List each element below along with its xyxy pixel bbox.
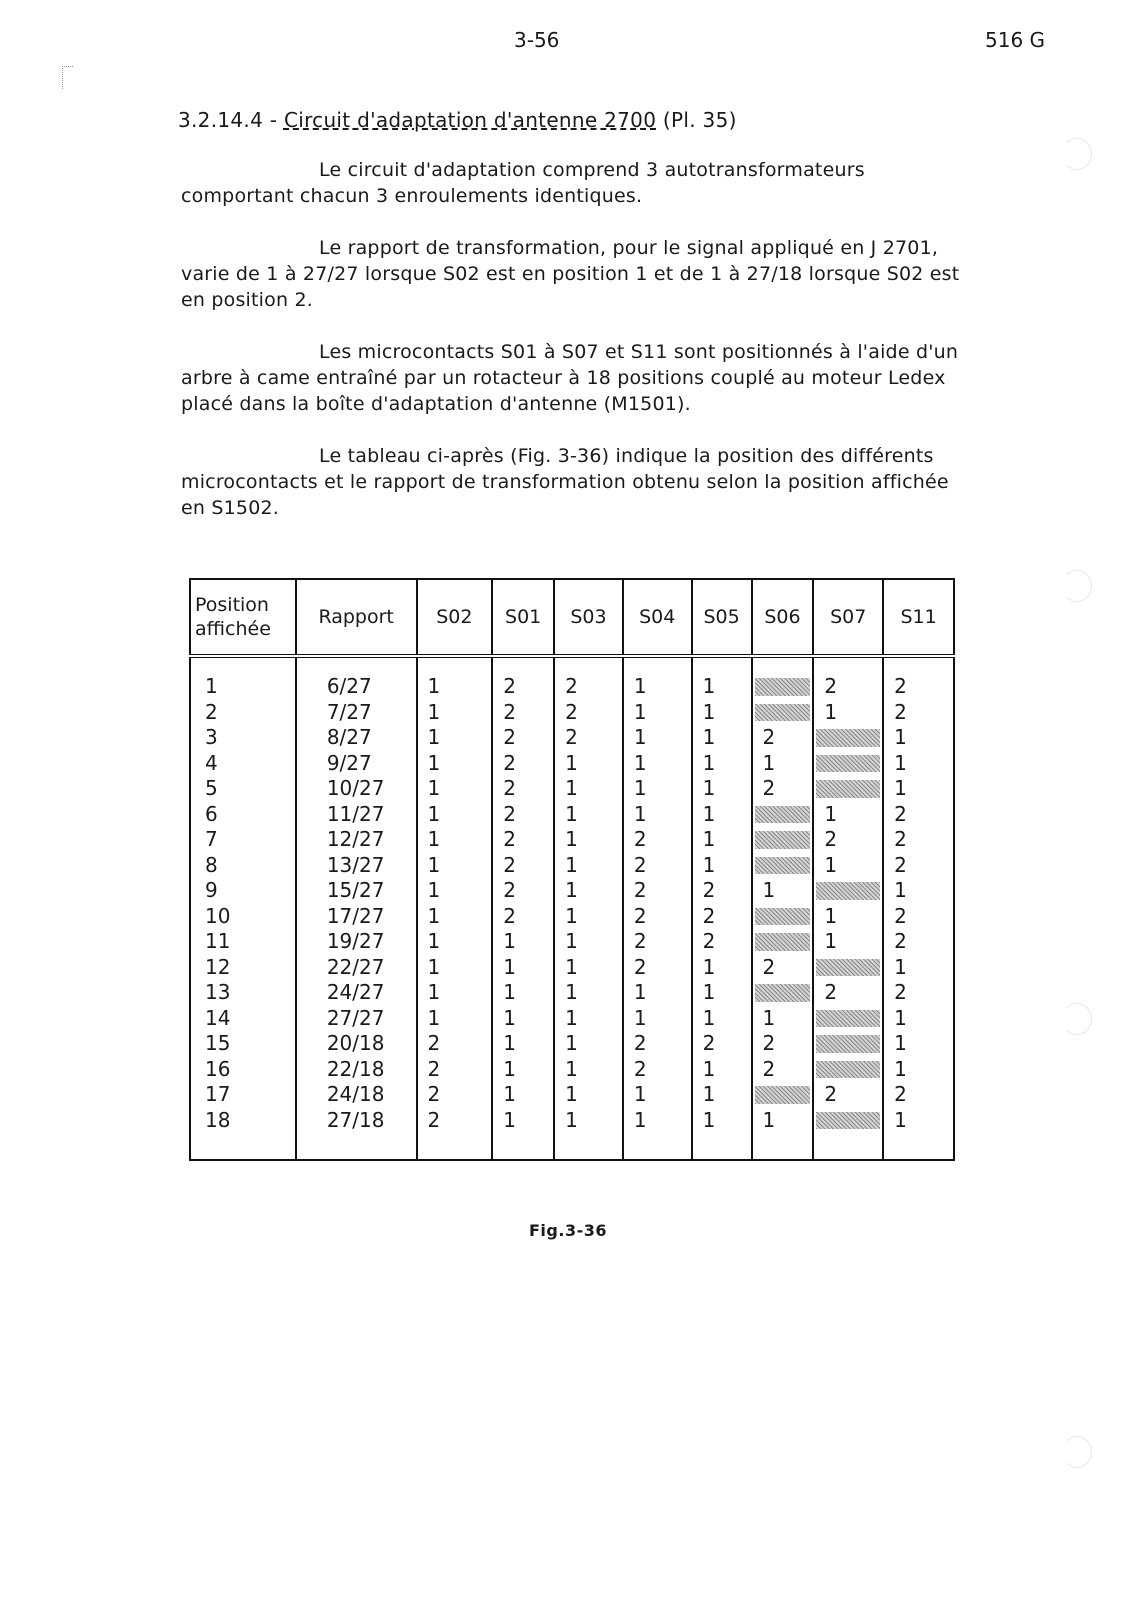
- paragraph-4-text: Le tableau ci-après (Fig. 3-36) indique la position des différents microcontacts et le rapport de transformation obtenu selon la position affichée en S1502.: [181, 445, 949, 519]
- cell-s06-hatched: [752, 904, 814, 930]
- spacer-cell: [623, 656, 692, 674]
- cell-s11: 2: [883, 980, 954, 1006]
- column-header-s02: S02: [417, 579, 493, 656]
- cell-s04: 2: [623, 878, 692, 904]
- cell-s11: 2: [883, 827, 954, 853]
- table-row: [190, 878, 954, 904]
- cell-s02: 2: [417, 1082, 493, 1108]
- cell-s03: 1: [554, 853, 623, 879]
- cell-position: 9: [205, 878, 218, 902]
- cell-s03: 1: [554, 955, 623, 981]
- cell-rapport: 27/27: [296, 1006, 417, 1032]
- cell-s07: 1: [813, 700, 883, 726]
- cell-s05: 2: [692, 1031, 752, 1057]
- table-header-row: [190, 579, 954, 656]
- cell-rapport: 24/27: [296, 980, 417, 1006]
- cell-position: 8: [205, 852, 218, 877]
- column-header-rapport: Rapport: [296, 579, 417, 656]
- cell-s07: 1: [813, 904, 883, 930]
- cell-s07: 2: [813, 1082, 883, 1108]
- paragraph-1-text: Le circuit d'adaptation comprend 3 autotransformateurs comportant chacun 3 enroulements identiques.: [181, 159, 865, 207]
- cell-s03: 1: [554, 802, 623, 828]
- spacer-cell: [752, 656, 814, 674]
- cell-s04: 1: [623, 700, 692, 726]
- cell-s04: 1: [623, 674, 692, 700]
- cell-s05: 1: [692, 725, 752, 751]
- cell-s07-hatched: [813, 725, 883, 751]
- cell-s02: 1: [417, 878, 493, 904]
- column-header-s01: S01: [492, 579, 554, 656]
- cell-s11: 2: [883, 674, 954, 700]
- table-row: [190, 700, 954, 726]
- cell-s07-hatched: [813, 878, 883, 904]
- cell-s03: 1: [554, 980, 623, 1006]
- spacer-cell: [623, 1133, 692, 1160]
- cell-s05: 1: [692, 955, 752, 981]
- cell-s02: 2: [417, 1031, 493, 1057]
- binder-hole-mark: [1062, 1003, 1092, 1035]
- cell-rapport: 13/27: [296, 853, 417, 879]
- cell-s06-hatched: [752, 853, 814, 879]
- cell-position: 16: [205, 1056, 231, 1081]
- cell-s02: 1: [417, 929, 493, 955]
- cell-s01: 1: [492, 1082, 554, 1108]
- paragraph-1: [181, 157, 971, 209]
- table-row: [190, 827, 954, 853]
- table-row: [190, 1082, 954, 1108]
- cell-rapport: 8/27: [296, 725, 417, 751]
- cell-s06: 1: [752, 1006, 814, 1032]
- cell-position: 3: [205, 725, 218, 749]
- cell-s01: 1: [492, 1031, 554, 1057]
- cell-s04: 1: [623, 802, 692, 828]
- cell-s06-hatched: [752, 929, 814, 955]
- cell-rapport: 12/27: [296, 827, 417, 853]
- cell-s11: 2: [883, 700, 954, 726]
- cell-s01: 1: [492, 980, 554, 1006]
- cell-s03: 2: [554, 725, 623, 751]
- cell-s11: 1: [883, 878, 954, 904]
- cell-s02: 1: [417, 725, 493, 751]
- cell-s04: 2: [623, 1031, 692, 1057]
- cell-position: 17: [205, 1082, 231, 1106]
- cell-s02: 1: [417, 1006, 493, 1032]
- cell-position: 10: [205, 903, 231, 928]
- cell-s11: 2: [883, 929, 954, 955]
- table-row: [190, 929, 954, 955]
- cell-s05: 1: [692, 700, 752, 726]
- cell-s06-hatched: [752, 674, 814, 700]
- cell-s11: 1: [883, 1057, 954, 1083]
- cell-s01: 1: [492, 929, 554, 955]
- cell-s04: 2: [623, 929, 692, 955]
- cell-s03: 1: [554, 1082, 623, 1108]
- cell-s04: 1: [623, 751, 692, 777]
- spacer-cell: [190, 1133, 296, 1160]
- table-body: [190, 656, 954, 1160]
- cell-s01: 2: [492, 802, 554, 828]
- table-row: [190, 1108, 954, 1134]
- section-title: Circuit d'adaptation d'antenne 2700: [283, 108, 657, 132]
- cell-s02: 1: [417, 853, 493, 879]
- cell-s04: 2: [623, 904, 692, 930]
- cell-s03: 1: [554, 1057, 623, 1083]
- cell-position: 2: [205, 699, 218, 724]
- cell-s05: 1: [692, 1082, 752, 1108]
- spacer-cell: [417, 1133, 493, 1160]
- spacer-cell: [296, 656, 417, 674]
- cell-s04: 1: [623, 1082, 692, 1108]
- cell-s05: 1: [692, 776, 752, 802]
- column-header-s11: S11: [883, 579, 954, 656]
- cell-s05: 1: [692, 1057, 752, 1083]
- cell-s11: 1: [883, 1108, 954, 1134]
- cell-s04: 2: [623, 1057, 692, 1083]
- cell-s11: 2: [883, 802, 954, 828]
- cell-s07: 2: [813, 980, 883, 1006]
- cell-s02: 1: [417, 700, 493, 726]
- cell-s05: 1: [692, 674, 752, 700]
- cell-position: 4: [205, 750, 218, 775]
- cell-s01: 2: [492, 776, 554, 802]
- table-row: [190, 980, 954, 1006]
- cell-s04: 1: [623, 1108, 692, 1134]
- cell-s07-hatched: [813, 1006, 883, 1032]
- cell-s06: 2: [752, 776, 814, 802]
- cell-s07-hatched: [813, 955, 883, 981]
- cell-s01: 1: [492, 1006, 554, 1032]
- cell-s05: 1: [692, 980, 752, 1006]
- binder-hole-mark: [1062, 570, 1092, 602]
- paragraph-2-text: Le rapport de transformation, pour le signal appliqué en J 2701, varie de 1 à 27/27 lorsque S02 est en position 1 et de 1 à 27/18 lorsque S02 est en position 2.: [181, 237, 960, 311]
- cell-s01: 1: [492, 1108, 554, 1134]
- cell-s05: 1: [692, 853, 752, 879]
- spacer-cell: [813, 1133, 883, 1160]
- cell-s01: 1: [492, 1057, 554, 1083]
- cell-s05: 2: [692, 929, 752, 955]
- cell-s02: 1: [417, 674, 493, 700]
- cell-s04: 1: [623, 725, 692, 751]
- cell-s07: 1: [813, 929, 883, 955]
- binder-hole-mark: [1062, 1436, 1092, 1468]
- paragraph-2: [181, 235, 971, 313]
- column-header-s05: S05: [692, 579, 752, 656]
- cell-s11: 2: [883, 904, 954, 930]
- cell-s01: 2: [492, 751, 554, 777]
- table-row: [190, 802, 954, 828]
- section-number: 3.2.14.4 -: [178, 108, 278, 132]
- binder-hole-mark: [1062, 138, 1092, 170]
- cell-s05: 1: [692, 751, 752, 777]
- spacer-cell: [692, 656, 752, 674]
- cell-rapport: 7/27: [296, 700, 417, 726]
- cell-s03: 1: [554, 904, 623, 930]
- cell-s04: 2: [623, 955, 692, 981]
- cell-s06-hatched: [752, 802, 814, 828]
- column-header-s03: S03: [554, 579, 623, 656]
- cell-s06-hatched: [752, 980, 814, 1006]
- cell-s03: 1: [554, 751, 623, 777]
- spacer-cell: [296, 1133, 417, 1160]
- cell-s07: 2: [813, 827, 883, 853]
- cell-s05: 2: [692, 878, 752, 904]
- cell-s06: 1: [752, 878, 814, 904]
- cell-s07-hatched: [813, 776, 883, 802]
- corner-mark: [62, 66, 73, 89]
- cell-s11: 1: [883, 751, 954, 777]
- cell-rapport: 24/18: [296, 1082, 417, 1108]
- cell-s07: 1: [813, 853, 883, 879]
- cell-s06: 2: [752, 1057, 814, 1083]
- cell-s04: 1: [623, 980, 692, 1006]
- cell-position: 7: [205, 827, 218, 851]
- cell-rapport: 6/27: [296, 674, 417, 700]
- cell-s03: 1: [554, 827, 623, 853]
- cell-rapport: 22/18: [296, 1057, 417, 1083]
- cell-s03: 1: [554, 1031, 623, 1057]
- cell-s03: 1: [554, 878, 623, 904]
- cell-s07-hatched: [813, 1057, 883, 1083]
- spacer-cell: [417, 656, 493, 674]
- spacer-cell: [190, 656, 296, 674]
- cell-rapport: 17/27: [296, 904, 417, 930]
- cell-rapport: 10/27: [296, 776, 417, 802]
- cell-s05: 2: [692, 904, 752, 930]
- spacer-cell: [752, 1133, 814, 1160]
- table-row: [190, 1057, 954, 1083]
- cell-position: 15: [205, 1031, 231, 1055]
- paragraph-3: [181, 339, 971, 417]
- cell-position: 11: [205, 929, 231, 953]
- cell-s06: 2: [752, 1031, 814, 1057]
- cell-s04: 2: [623, 853, 692, 879]
- cell-s05: 1: [692, 1006, 752, 1032]
- cell-rapport: 11/27: [296, 802, 417, 828]
- cell-position: 18: [205, 1107, 231, 1132]
- cell-s02: 1: [417, 751, 493, 777]
- section-heading: [178, 108, 737, 132]
- cell-s06-hatched: [752, 1082, 814, 1108]
- cell-s01: 2: [492, 725, 554, 751]
- table-row: [190, 725, 954, 751]
- cell-s01: 2: [492, 827, 554, 853]
- cell-s02: 2: [417, 1108, 493, 1134]
- table-row: [190, 853, 954, 879]
- cell-s03: 2: [554, 674, 623, 700]
- cell-rapport: 20/18: [296, 1031, 417, 1057]
- spacer-cell: [883, 656, 954, 674]
- table-row: [190, 674, 954, 700]
- cell-s06-hatched: [752, 700, 814, 726]
- cell-position: 6: [205, 801, 218, 826]
- cell-s03: 1: [554, 776, 623, 802]
- spacer-cell: [813, 656, 883, 674]
- cell-s02: 1: [417, 776, 493, 802]
- cell-s06-hatched: [752, 827, 814, 853]
- cell-s11: 2: [883, 853, 954, 879]
- column-header-s06: S06: [752, 579, 814, 656]
- table-row: [190, 904, 954, 930]
- cell-s06: 2: [752, 725, 814, 751]
- spacer-cell: [492, 1133, 554, 1160]
- cell-rapport: 9/27: [296, 751, 417, 777]
- cell-s07-hatched: [813, 1031, 883, 1057]
- section-suffix: (Pl. 35): [662, 108, 737, 132]
- spacer-cell: [692, 1133, 752, 1160]
- cell-s01: 1: [492, 955, 554, 981]
- page-number: 3-56: [514, 28, 560, 52]
- cell-s01: 2: [492, 674, 554, 700]
- cell-rapport: 27/18: [296, 1108, 417, 1134]
- cell-s07-hatched: [813, 751, 883, 777]
- cell-s01: 2: [492, 853, 554, 879]
- cell-s01: 2: [492, 904, 554, 930]
- column-header-s04: S04: [623, 579, 692, 656]
- microcontact-position-table: [189, 578, 955, 1161]
- cell-position: 13: [205, 980, 231, 1004]
- table-row: [190, 776, 954, 802]
- cell-rapport: 22/27: [296, 955, 417, 981]
- cell-s02: 1: [417, 980, 493, 1006]
- column-header-s07: S07: [813, 579, 883, 656]
- cell-s11: 1: [883, 955, 954, 981]
- cell-s06: 1: [752, 1108, 814, 1134]
- spacer-cell: [554, 656, 623, 674]
- column-header-position: Position affichée: [190, 579, 296, 656]
- cell-s04: 1: [623, 776, 692, 802]
- cell-s02: 1: [417, 802, 493, 828]
- cell-position: 12: [205, 954, 231, 979]
- spacer-cell: [554, 1133, 623, 1160]
- cell-position: 5: [205, 776, 218, 800]
- cell-s02: 1: [417, 827, 493, 853]
- table-row: [190, 751, 954, 777]
- cell-s02: 1: [417, 955, 493, 981]
- cell-s07: 2: [813, 674, 883, 700]
- spacer-cell: [883, 1133, 954, 1160]
- cell-s11: 1: [883, 1031, 954, 1057]
- cell-s07-hatched: [813, 1108, 883, 1134]
- cell-s03: 1: [554, 1006, 623, 1032]
- table-row: [190, 1031, 954, 1057]
- cell-s01: 2: [492, 700, 554, 726]
- spacer-row: [190, 1133, 954, 1160]
- figure-caption: Fig.3-36: [529, 1221, 607, 1240]
- cell-position: 1: [205, 674, 218, 698]
- cell-s04: 1: [623, 1006, 692, 1032]
- paragraph-4: [181, 443, 971, 521]
- cell-s11: 2: [883, 1082, 954, 1108]
- cell-s05: 1: [692, 802, 752, 828]
- paragraph-3-text: Les microcontacts S01 à S07 et S11 sont positionnés à l'aide d'un arbre à came entraîné par un rotacteur à 18 positions couplé au moteur Ledex placé dans la boîte d'adaptation d'antenne (M1501).: [181, 341, 959, 415]
- spacer-cell: [492, 656, 554, 674]
- spacer-row: [190, 656, 954, 674]
- cell-position: 14: [205, 1005, 231, 1030]
- table-row: [190, 955, 954, 981]
- cell-s05: 1: [692, 1108, 752, 1134]
- cell-s03: 1: [554, 1108, 623, 1134]
- cell-s03: 2: [554, 700, 623, 726]
- cell-s06: 2: [752, 955, 814, 981]
- cell-s05: 1: [692, 827, 752, 853]
- cell-s04: 2: [623, 827, 692, 853]
- cell-s01: 2: [492, 878, 554, 904]
- cell-s07: 1: [813, 802, 883, 828]
- cell-s02: 2: [417, 1057, 493, 1083]
- document-reference: 516 G: [985, 28, 1046, 52]
- cell-rapport: 15/27: [296, 878, 417, 904]
- cell-s06: 1: [752, 751, 814, 777]
- table-row: [190, 1006, 954, 1032]
- cell-s11: 1: [883, 725, 954, 751]
- cell-s03: 1: [554, 929, 623, 955]
- cell-s11: 1: [883, 776, 954, 802]
- cell-s02: 1: [417, 904, 493, 930]
- cell-s11: 1: [883, 1006, 954, 1032]
- cell-rapport: 19/27: [296, 929, 417, 955]
